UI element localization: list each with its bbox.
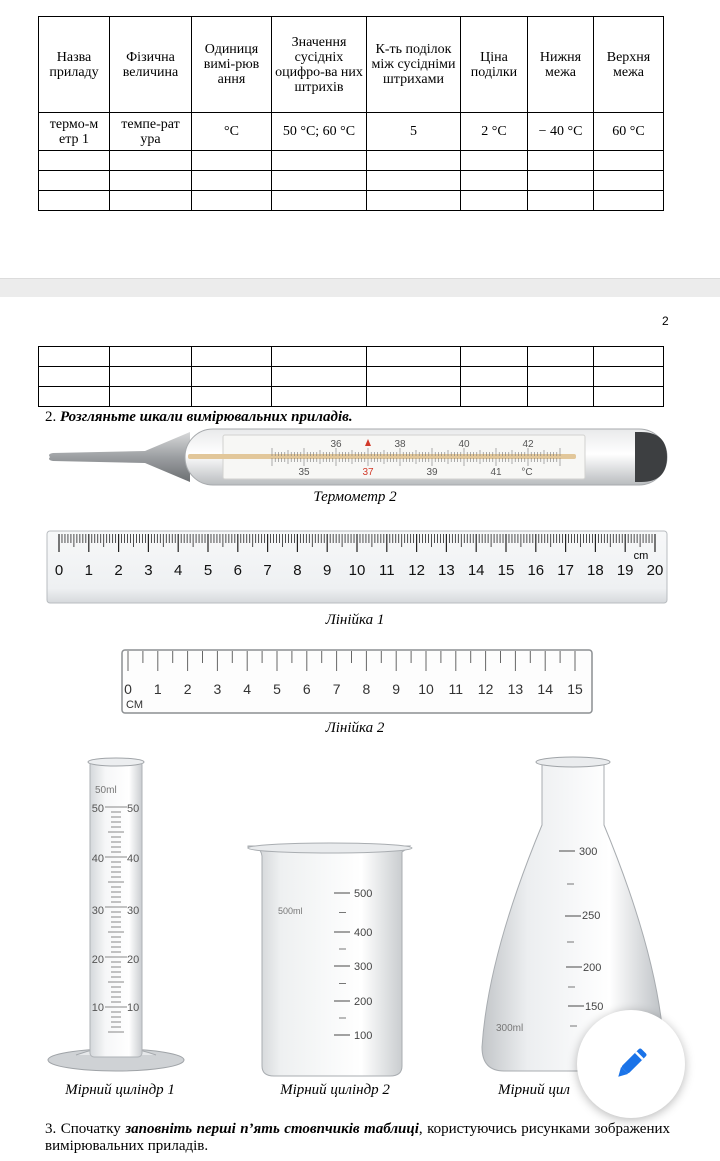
- thermo-label: 36: [330, 439, 342, 450]
- ruler-1-label: 11: [379, 562, 395, 579]
- ruler-1-label: 2: [114, 562, 123, 579]
- ruler-1-label: 4: [174, 562, 183, 579]
- table-cell: 50 °С; 60 °С: [272, 113, 367, 151]
- cyl1-label-right: 20: [127, 954, 140, 966]
- cylinder-1-volume-label: 50ml: [95, 785, 117, 796]
- ruler-1-unit: cm: [633, 550, 649, 562]
- ruler-1-label: 9: [323, 562, 332, 579]
- cyl1-label-left: 40: [91, 853, 104, 865]
- instrument-table-continued: [38, 346, 664, 407]
- table-cell: 2 °С: [461, 113, 528, 151]
- document-page-1: [0, 0, 720, 278]
- cyl1-label-right: 10: [127, 1002, 140, 1014]
- cyl1-label-left: 10: [91, 1002, 104, 1014]
- beaker-body: [248, 846, 410, 1076]
- cyl3-label: 300: [579, 846, 598, 858]
- table-row-empty: [39, 367, 664, 387]
- cyl2-label: 200: [354, 996, 373, 1008]
- task-3-emphasis: заповніть перші п’ять стовпчиків таблиці: [125, 1121, 419, 1137]
- cyl3-label: 200: [583, 962, 602, 974]
- thermo-label: 35: [298, 467, 310, 478]
- cyl2-label: 300: [354, 961, 373, 973]
- ruler-1-label: 0: [54, 562, 64, 579]
- ruler-1-label: 14: [467, 562, 485, 579]
- ruler-2-unit: СМ: [126, 699, 143, 711]
- ruler-1-label: 6: [233, 562, 242, 579]
- ruler-2-label: 7: [332, 681, 341, 697]
- pencil-icon: [609, 1042, 653, 1086]
- instrument-table: [38, 16, 664, 211]
- task-2-text: Розгляньте шкали вимірювальних приладів.: [60, 409, 353, 425]
- ruler-2-label: 10: [418, 681, 434, 697]
- ruler-1-label: 16: [527, 562, 545, 579]
- ruler-1-label: 7: [263, 562, 272, 579]
- ruler-1-labels: [55, 562, 664, 579]
- ruler-1-label: 19: [616, 562, 634, 579]
- thermo-label: 39: [426, 467, 438, 478]
- cylinder-2-volume-label: 500ml: [278, 906, 303, 916]
- task-3-prefix: Спочатку: [60, 1121, 121, 1137]
- ruler-2-label: 1: [153, 681, 162, 697]
- task-2-number: 2.: [45, 409, 57, 425]
- thermo-label-red: 37: [362, 467, 374, 478]
- ruler-1-label: 18: [587, 562, 604, 579]
- table-cell: 60 °С: [594, 113, 664, 151]
- ruler-2-label: 5: [273, 681, 281, 697]
- ruler-1-label: 13: [438, 562, 455, 579]
- task-3-suffix: , користуючись рисунками зображених вимірювальних приладів.: [45, 1121, 671, 1154]
- ruler-1-label: 15: [497, 562, 515, 579]
- ruler-2-label: 6: [302, 681, 311, 697]
- cyl2-label: 100: [354, 1030, 373, 1042]
- cyl1-label-left: 30: [91, 905, 104, 917]
- table-row-empty: [39, 191, 664, 211]
- task-2: [45, 409, 353, 426]
- ruler-1-label: 12: [408, 562, 425, 579]
- thermometer-bulb: [635, 432, 667, 482]
- ruler-2-label: 4: [243, 681, 252, 697]
- table-row-empty: [39, 387, 664, 407]
- ruler-2-caption: Лінійка 2: [325, 720, 385, 736]
- ruler-2-label: 15: [567, 681, 583, 697]
- ruler-2-label: 3: [213, 681, 222, 697]
- cylinder-3-caption: Мірний цил: [498, 1082, 570, 1098]
- header-cell: Ціна поділки: [461, 17, 528, 113]
- table-row-empty: [39, 347, 664, 367]
- task-3: [45, 1121, 670, 1155]
- thermometer-caption: Термометр 2: [313, 489, 397, 505]
- ruler-2-label: 2: [183, 681, 192, 697]
- header-cell: К-ть поділок між сусідніми штрихами: [367, 17, 461, 113]
- cyl1-label-right: 40: [127, 853, 140, 865]
- table-cell: термо-м етр 1: [39, 113, 110, 151]
- cylinder-2-illustration: [240, 840, 416, 1080]
- thermometer-illustration: [45, 426, 670, 488]
- page-number: 2: [662, 314, 669, 328]
- thermo-label: 38: [394, 439, 406, 450]
- cyl3-label: 250: [582, 910, 601, 922]
- header-cell: Верхня межа: [594, 17, 664, 113]
- table-header-row: [39, 17, 664, 113]
- header-cell: Назва приладу: [39, 17, 110, 113]
- thermo-unit: °C: [521, 467, 533, 478]
- ruler-1-label: 3: [144, 562, 153, 579]
- thermo-label: 42: [522, 439, 534, 450]
- cylinder-3-volume-label: 300ml: [496, 1023, 524, 1034]
- table-cell: 5: [367, 113, 461, 151]
- cyl3-label: 150: [585, 1001, 604, 1013]
- cyl1-label-left: 50: [91, 803, 104, 815]
- ruler-2-label: 11: [448, 681, 464, 697]
- header-cell: Одиниця вимі-рюв ання: [192, 17, 272, 113]
- ruler-1-label: 5: [203, 562, 213, 579]
- cyl1-label-right: 30: [127, 905, 140, 917]
- task-3-number: 3.: [45, 1121, 57, 1137]
- thermo-label: 40: [458, 439, 470, 450]
- ruler-1-label: 20: [646, 562, 664, 579]
- ruler-2-label: 13: [507, 681, 524, 697]
- cyl1-label-right: 50: [127, 803, 140, 815]
- ruler-1-label: 8: [293, 562, 302, 579]
- ruler-1-ticks: [59, 534, 655, 552]
- table-row-empty: [39, 151, 664, 171]
- edit-fab-button[interactable]: [577, 1010, 685, 1118]
- ruler-1-label: 10: [348, 562, 366, 579]
- page-separator: [0, 278, 720, 298]
- thermometer-tip: [49, 432, 190, 482]
- ruler-1-illustration: [46, 530, 669, 606]
- cyl2-label: 500: [354, 888, 373, 900]
- header-cell: Нижня межа: [528, 17, 594, 113]
- ruler-1-label: 1: [84, 562, 93, 579]
- header-cell: Значення сусідніх оцифро-ва них штрихів: [272, 17, 367, 113]
- cylinder-2-caption: Мірний циліндр 2: [280, 1082, 390, 1098]
- ruler-2-label: 8: [362, 681, 371, 697]
- table-cell: − 40 °С: [528, 113, 594, 151]
- ruler-2-label: 12: [477, 681, 494, 697]
- cylinder-1-illustration: [46, 755, 186, 1075]
- ruler-1-label: 17: [557, 562, 574, 579]
- header-cell: Фізична величина: [110, 17, 192, 113]
- thermo-label: 41: [490, 467, 502, 478]
- ruler-2-label: 14: [537, 681, 553, 697]
- ruler-2-label: 0: [124, 681, 132, 697]
- table-row: [39, 113, 664, 151]
- cyl2-label: 400: [354, 927, 373, 939]
- table-cell: темпе-рат ура: [110, 113, 192, 151]
- ruler-2-label: 9: [392, 681, 401, 697]
- table-cell: °С: [192, 113, 272, 151]
- cyl1-label-left: 20: [91, 954, 104, 966]
- ruler-1-caption: Лінійка 1: [325, 612, 385, 628]
- mercury-column: [188, 454, 576, 459]
- ruler-2-illustration: [120, 648, 594, 716]
- cylinder-1-caption: Мірний циліндр 1: [65, 1082, 175, 1098]
- table-row-empty: [39, 171, 664, 191]
